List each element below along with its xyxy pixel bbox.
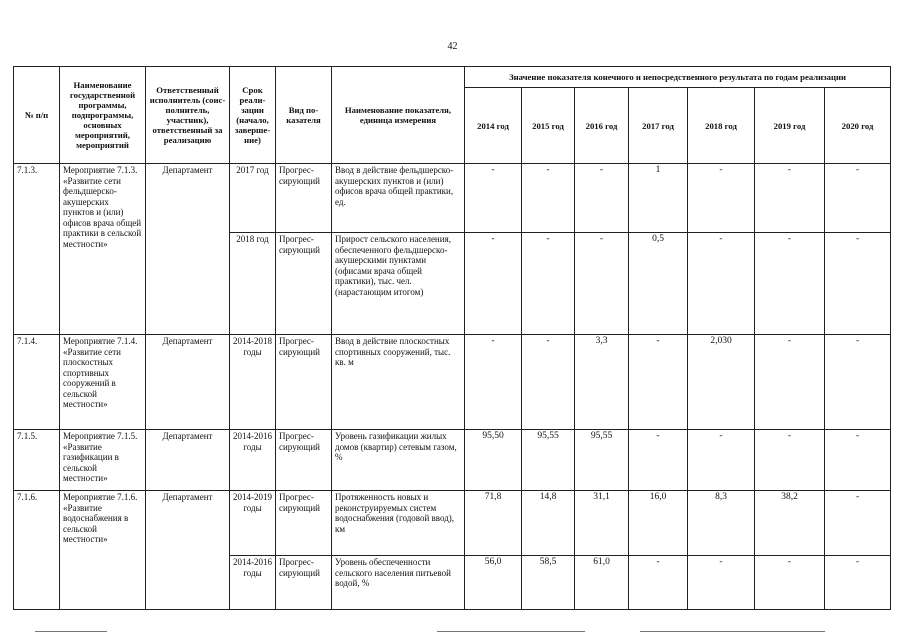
indicator-type: Прогрессирующий	[276, 430, 332, 491]
value-cell: -	[755, 430, 825, 491]
responsible: Департамент	[146, 430, 230, 491]
value-cell: -	[755, 335, 825, 430]
row-number: 7.1.6.	[14, 491, 60, 610]
table-row	[14, 430, 891, 491]
header-no: № п/п	[14, 67, 60, 164]
indicator-name: Уровень газификации жилых домов (квартир) сетевым газом, %	[332, 430, 465, 491]
value-cell: 31,1	[575, 491, 629, 556]
value-cell: -	[629, 430, 688, 491]
term: 2018 год	[230, 233, 276, 335]
term: 2014-2018 годы	[230, 335, 276, 430]
program-name: Мероприятие 7.1.4. «Развитие сети плоскостных спортивных сооружений в сельской местности»	[60, 335, 146, 430]
value-cell: -	[522, 335, 575, 430]
value-cell: 61,0	[575, 556, 629, 610]
value-cell: -	[688, 233, 755, 335]
header-program: Наименование государственной программы, подпрограммы, основных мероприятий, мероприятий	[60, 67, 146, 164]
value-cell: 8,3	[688, 491, 755, 556]
program-name: Мероприятие 7.1.6. «Развитие водоснабжения в сельской местности»	[60, 491, 146, 610]
header-year: 2019 год	[755, 88, 825, 164]
value-cell: -	[688, 164, 755, 233]
program-name: Мероприятие 7.1.3. «Развитие сети фельдшерско-акушерских пунктов и (или) офисов врача общей практики в сельской местности»	[60, 164, 146, 335]
value-cell: 95,55	[575, 430, 629, 491]
row-number: 7.1.4.	[14, 335, 60, 430]
value-cell: -	[825, 335, 891, 430]
table-row	[14, 491, 891, 556]
value-cell: -	[755, 164, 825, 233]
header-responsible: Ответственный исполнитель (соисполнитель, участник), ответственный за реализацию	[146, 67, 230, 164]
page-number: 42	[447, 41, 458, 52]
value-cell: -	[629, 335, 688, 430]
header-year: 2015 год	[522, 88, 575, 164]
header-values-group: Значение показателя конечного и непосредственного результата по годам реализации	[465, 67, 891, 88]
value-cell: 0,5	[629, 233, 688, 335]
indicator-name: Ввод в действие плоскостных спортивных сооружений, тыс. кв. м	[332, 335, 465, 430]
scan-edge-line	[640, 631, 825, 632]
value-cell: 56,0	[465, 556, 522, 610]
indicator-type: Прогрессирующий	[276, 233, 332, 335]
row-number: 7.1.5.	[14, 430, 60, 491]
value-cell: -	[522, 164, 575, 233]
value-cell: -	[688, 556, 755, 610]
value-cell: 38,2	[755, 491, 825, 556]
value-cell: -	[688, 430, 755, 491]
value-cell: -	[465, 164, 522, 233]
header-indicator: Наименование показателя, единица измерения	[332, 67, 465, 164]
table-row	[14, 164, 891, 233]
value-cell: -	[825, 430, 891, 491]
value-cell: -	[825, 491, 891, 556]
value-cell: -	[465, 335, 522, 430]
term: 2014-2019 годы	[230, 491, 276, 556]
indicator-type: Прогрессирующий	[276, 556, 332, 610]
indicator-type: Прогрессирующий	[276, 335, 332, 430]
header-year: 2020 год	[825, 88, 891, 164]
indicator-type: Прогрессирующий	[276, 491, 332, 556]
program-name: Мероприятие 7.1.5. «Развитие газификации в сельской местности»	[60, 430, 146, 491]
header-year: 2018 год	[688, 88, 755, 164]
value-cell: -	[755, 556, 825, 610]
value-cell: 14,8	[522, 491, 575, 556]
indicator-table	[13, 66, 891, 610]
value-cell: -	[825, 233, 891, 335]
table-row	[14, 335, 891, 430]
responsible: Департамент	[146, 335, 230, 430]
header-year: 2016 год	[575, 88, 629, 164]
value-cell: 58,5	[522, 556, 575, 610]
value-cell: 95,55	[522, 430, 575, 491]
value-cell: -	[825, 556, 891, 610]
header-term: Срок реализации (начало, завершение)	[230, 67, 276, 164]
value-cell: 95,50	[465, 430, 522, 491]
term: 2014-2016 годы	[230, 430, 276, 491]
term: 2014-2016 годы	[230, 556, 276, 610]
value-cell: 1	[629, 164, 688, 233]
value-cell: -	[575, 164, 629, 233]
scan-edge-line	[35, 631, 107, 632]
indicator-name: Протяженность новых и реконструируемых систем водоснабжения (годовой ввод), км	[332, 491, 465, 556]
value-cell: -	[522, 233, 575, 335]
value-cell: 2,030	[688, 335, 755, 430]
value-cell: 71,8	[465, 491, 522, 556]
header-type: Вид показателя	[276, 67, 332, 164]
value-cell: 3,3	[575, 335, 629, 430]
value-cell: -	[575, 233, 629, 335]
header-year: 2017 год	[629, 88, 688, 164]
value-cell: -	[629, 556, 688, 610]
row-number: 7.1.3.	[14, 164, 60, 335]
indicator-name: Ввод в действие фельдшерско-акушерских пунктов и (или) офисов врача общей практики, ед.	[332, 164, 465, 233]
scan-edge-line	[437, 631, 585, 632]
term: 2017 год	[230, 164, 276, 233]
value-cell: -	[465, 233, 522, 335]
responsible: Департамент	[146, 164, 230, 335]
value-cell: 16,0	[629, 491, 688, 556]
header-year: 2014 год	[465, 88, 522, 164]
indicator-name: Уровень обеспеченности сельского населения питьевой водой, %	[332, 556, 465, 610]
value-cell: -	[825, 164, 891, 233]
indicator-name: Прирост сельского населения, обеспеченного фельдшерско-акушерскими пунктами (офисами врача общей практики), тыс. чел. (нарастающим итогом)	[332, 233, 465, 335]
indicator-type: Прогрессирующий	[276, 164, 332, 233]
responsible: Департамент	[146, 491, 230, 610]
value-cell: -	[755, 233, 825, 335]
